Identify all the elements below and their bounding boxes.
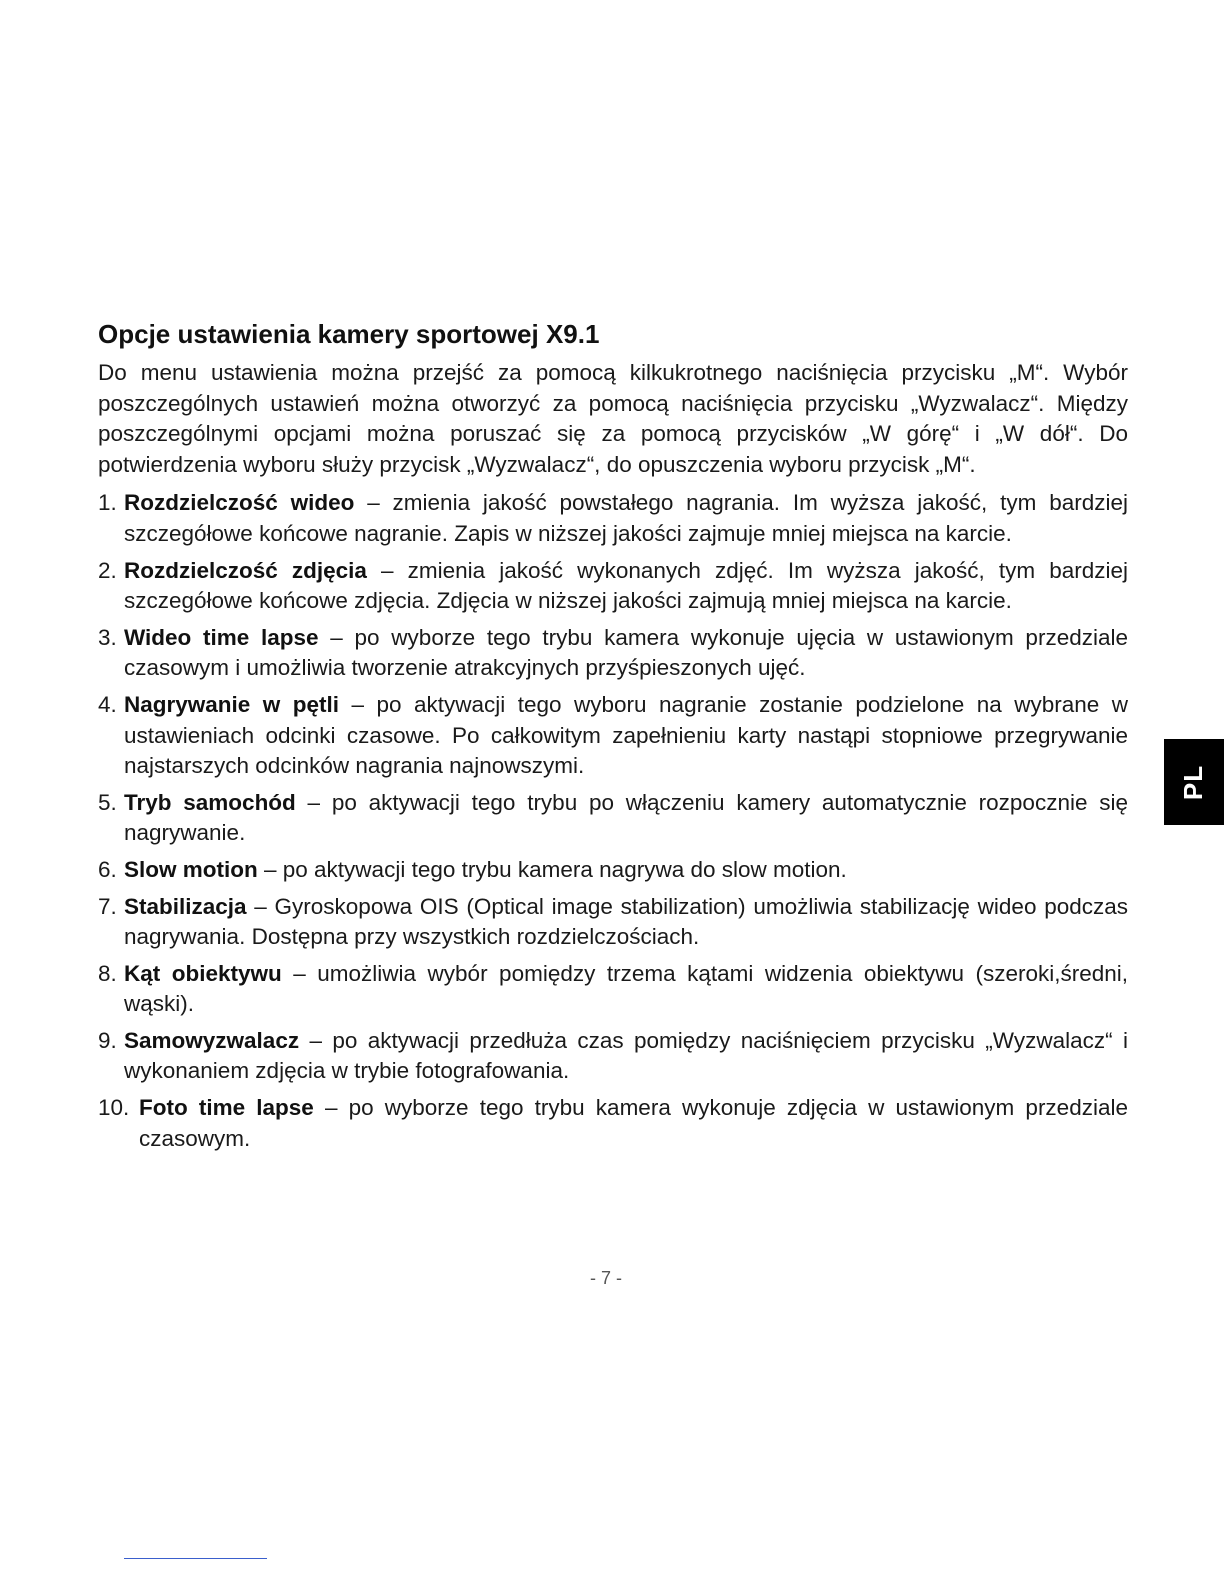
item-description: – po aktywacji przedłuża czas pomiędzy naciśnięciem przycisku „Wyzwalacz“ i wykonaniem zdjęcia w trybie fotografowania. — [124, 1027, 1128, 1084]
item-term: Kąt obiektywu — [124, 960, 282, 986]
item-description: – zmienia jakość wykonanych zdjęć. Im wyższa jakość, tym bardziej szczegółowe końcowe zdjęcia. Zdjęcia w niższej jakości zajmują mniej miejsca na karcie. — [124, 557, 1129, 614]
item-term: Rozdzielczość wideo — [124, 490, 355, 516]
item-description: – po wyborze tego trybu kamera wykonuje zdjęcia w ustawionym przedziale czasowym. — [139, 1095, 1128, 1151]
intro-paragraph: Do menu ustawienia można przejść za pomocą kilkukrotnego naciśnięcia przycisku „M“. Wybór poszczególnych ustawień można otworzyć za pomocą naciśnięcia przycisku „Wyzwalacz“. Między poszczególnymi opcjami można poruszać się za pomocą przycisków „W górę“ i „W dół“. Do potwierdzenia wyboru służy przycisk „Wyzwalacz“, do opuszczenia wyboru przycisk „M“. — [98, 360, 1128, 477]
list-item-photo-time-lapse — [98, 1093, 1128, 1154]
item-description: – po wyborze tego trybu kamera wykonuje ujęcia w ustawionym przedziale czasowym i umożliwia tworzenie atrakcyjnych przyśpieszonych ujęć. — [124, 624, 1128, 681]
item-number: 1. — [98, 490, 117, 516]
page-title: Opcje ustawienia kamery sportowej X9.1 — [98, 319, 600, 349]
item-number: 9. — [98, 1027, 117, 1053]
item-number: 7. — [98, 893, 117, 919]
item-term: Foto time lapse — [139, 1095, 314, 1121]
item-description: – po aktywacji tego wyboru nagranie zostanie podzielone na wybrane w ustawieniach odcinki czasowe. Po całkowitym zapełnieniu karty nastąpi stopniowe przegrywanie najstarszych odcinków nagrania najnowszymi. — [124, 691, 1128, 779]
item-description: – zmienia jakość powstałego nagrania. Im wyższa jakość, tym bardziej szczegółowe końcowe nagranie. Zapis w niższej jakości zajmuje mniej miejsca na karcie. — [124, 490, 1128, 546]
item-number: 4. — [98, 691, 117, 717]
item-term: Rozdzielczość zdjęcia — [124, 557, 367, 583]
list-item-self-timer — [98, 1026, 1128, 1087]
item-term: Tryb samochód — [124, 789, 296, 815]
item-term: Slow motion — [124, 856, 258, 882]
list-item-lens-angle — [98, 959, 1128, 1020]
item-number: 10. — [98, 1095, 130, 1121]
item-description: – umożliwia wybór pomiędzy trzema kątami widzenia obiektywu (szeroki,średni, wąski). — [124, 960, 1128, 1017]
page-content — [98, 316, 1128, 1160]
item-number: 5. — [98, 789, 117, 815]
item-term: Nagrywanie w pętli — [124, 691, 340, 717]
list-item-loop-recording — [98, 690, 1128, 782]
language-tab-label: PL — [1178, 764, 1209, 800]
list-item-car-mode — [98, 788, 1128, 849]
item-term: Wideo time lapse — [124, 624, 319, 650]
item-number: 8. — [98, 960, 117, 986]
list-item-video-time-lapse — [98, 623, 1128, 684]
list-item-slow-motion — [98, 855, 1128, 886]
item-number: 3. — [98, 624, 117, 650]
item-description: – po aktywacji tego trybu kamera nagrywa do slow motion. — [257, 856, 847, 882]
list-item-stabilization — [98, 892, 1128, 953]
footnote-divider — [124, 1558, 267, 1559]
item-description: – po aktywacji tego trybu po włączeniu kamery automatycznie rozpocznie się nagrywanie. — [124, 789, 1128, 846]
list-item-video-resolution — [98, 488, 1128, 549]
item-term: Samowyzwalacz — [124, 1027, 300, 1053]
item-term: Stabilizacja — [124, 893, 247, 919]
list-item-photo-resolution — [98, 556, 1128, 617]
item-number: 6. — [98, 856, 117, 882]
item-number: 2. — [98, 557, 117, 583]
page-number: - 7 - — [589, 1268, 622, 1288]
language-tab — [1164, 739, 1224, 825]
item-description: – Gyroskopowa OIS (Optical image stabilization) umożliwia stabilizację wideo podczas nagrywania. Dostępna przy wszystkich rozdzielczościach. — [124, 893, 1128, 950]
settings-list — [98, 488, 1128, 1154]
